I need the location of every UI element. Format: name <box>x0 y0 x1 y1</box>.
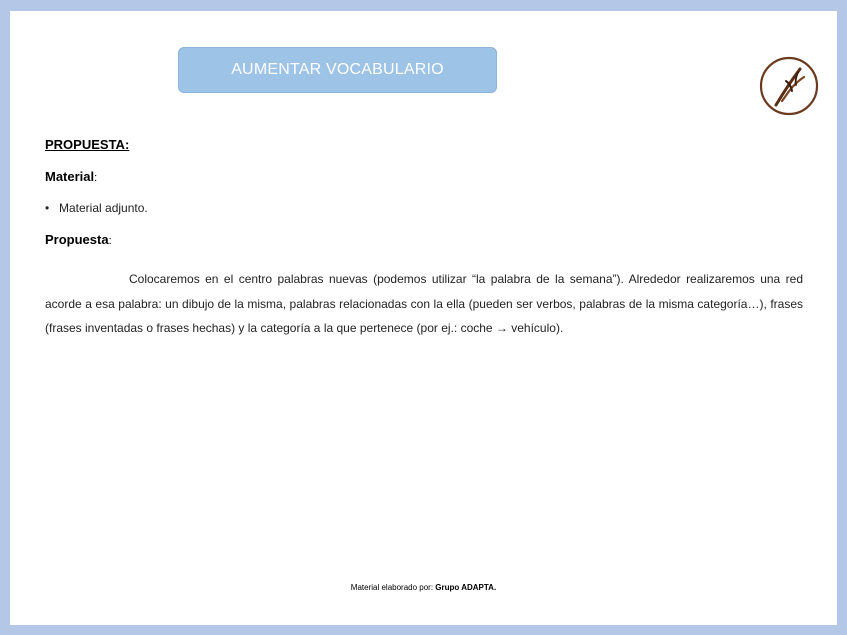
footer-author: Grupo ADAPTA. <box>435 583 497 592</box>
propuesta-label <box>45 232 112 247</box>
propuesta-label-text: Propuesta <box>45 232 109 247</box>
page-title: AUMENTAR VOCABULARIO <box>231 61 444 78</box>
material-item-text: Material adjunto. <box>59 201 148 215</box>
proposal-paragraph: Colocaremos en el centro palabras nuevas (podemos utilizar “la palabra de la semana”). Alrededor realizaremos una red acorde a esa palabra: un dibujo de la misma, palabras relacionadas con la ella (pueden ser verbos, palabras de la misma categoría…), frases (frases inventadas o frases hechas) y la categoría a la que pertenece (por ej.: coche → vehículo). <box>45 272 803 335</box>
document-page <box>10 11 837 625</box>
list-item <box>45 201 148 215</box>
material-label-colon: : <box>94 172 98 184</box>
logo-icon <box>758 55 820 117</box>
proposal-heading-colon: : <box>124 137 130 152</box>
proposal-heading-text: PROPUESTA <box>45 137 125 152</box>
title-banner <box>178 47 497 93</box>
material-label-text: Material <box>45 169 95 184</box>
proposal-heading <box>45 137 129 152</box>
bullet-icon: • <box>45 201 50 215</box>
footer-credit <box>10 583 837 592</box>
footer-prefix: Material elaborado por: <box>350 583 436 592</box>
material-label <box>45 169 97 184</box>
brush-circle-logo <box>758 55 820 117</box>
propuesta-label-colon: : <box>108 235 112 247</box>
